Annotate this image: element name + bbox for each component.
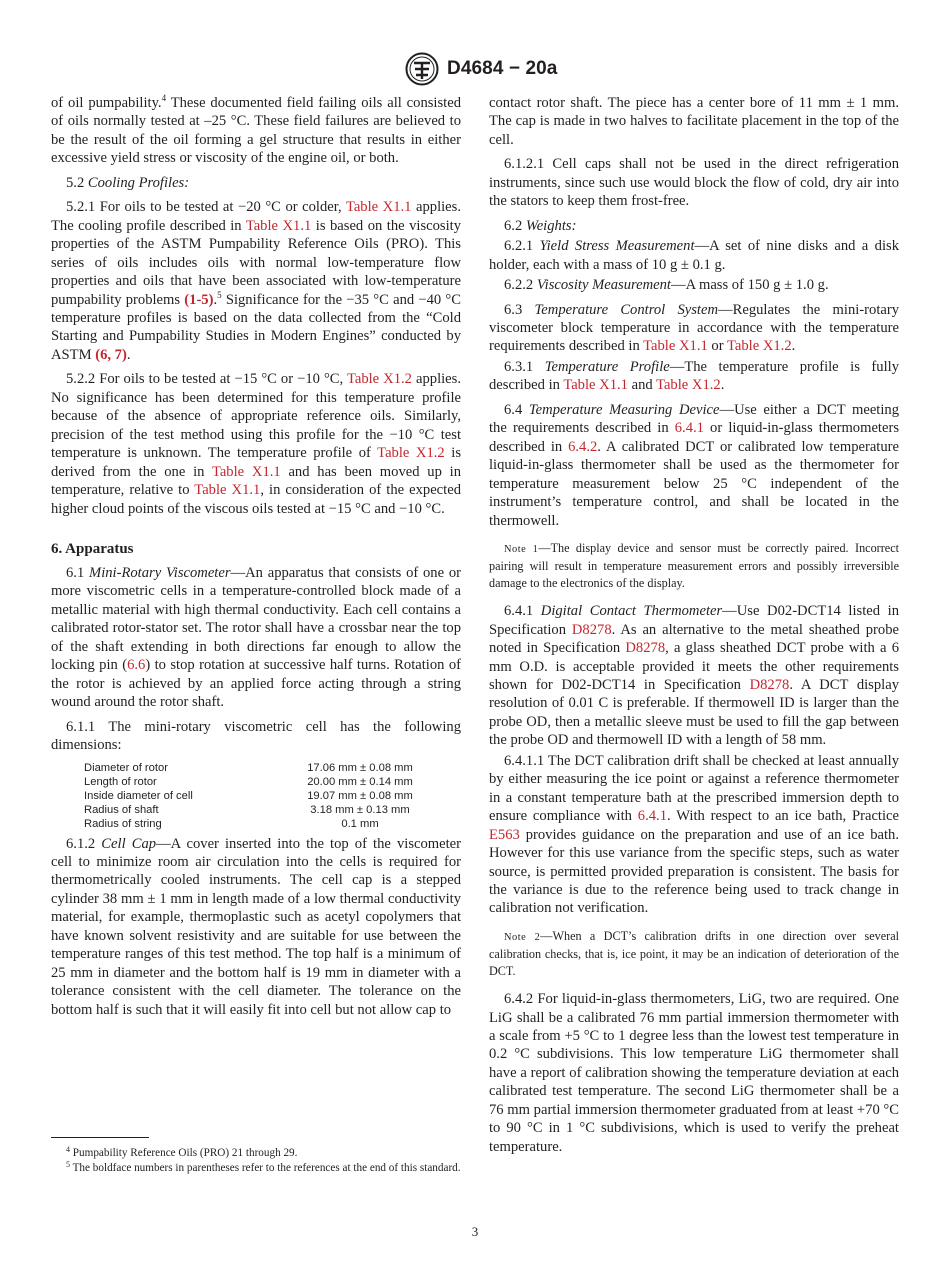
- section-6-2-2: 6.2.2 Viscosity Measurement—A mass of 150 g ± 1.0 g.: [504, 277, 829, 294]
- link-table-x1-1[interactable]: Table X1.1: [345, 199, 412, 216]
- table-row: Length of rotor 20.00 mm ± 0.14 mm: [84, 775, 413, 788]
- note-1: Note 1—The display device and sensor must be correctly paired. Incorrect pairing will result in temperature measurement errors and possibly irreversible damage to the electronics of the display.: [489, 540, 899, 590]
- link-table-x1-1[interactable]: Table X1.1: [245, 217, 312, 234]
- section-6-1: 6.1 Mini-Rotary Viscometer—An apparatus that consists of one or more viscometric cells in a temperature-controlled block made of a metallic material with high thermal conductivity. Each cell contains a calibrated rotor-stator set. The rotor shall have a crossbar near the top of the shaft extending in both directions far enough to allow the locking pin (6.6) to stop rotation at successive half turns. Rotation of the rotor is achieved by an applied force acting through a string wound around the rotor shaft.: [51, 564, 462, 711]
- link-section-6-4-1[interactable]: 6.4.1: [674, 420, 704, 437]
- section-6-4-1-1: 6.4.1.1 The DCT calibration drift shall be checked at least annually by either measuring the ice point or against a reference thermometer in a constant temperature bath at the prescribed immersion depth to ensure compliance with 6.4.1. With respect to an ice bath, Practice E563 provides guidance on the preparation and use of an ice bath. However for this use variance from the specific steps, such as water source, is permitted provided preparation is consistent. The basis for the variance is due to the reference being used to track change in calibration not verification.: [489, 752, 899, 917]
- section-6-2: 6.2 Weights:: [504, 217, 577, 234]
- table-row: Radius of string 0.1 mm: [84, 817, 379, 830]
- paragraph-pumpability: of oil pumpability.$^4$ These documented field failing oils all consisted of oils normally tested at –25 °C. These field failures are believed to be the result of the oil forming a gel structure that results in either excessive yield stress or viscosity of the engine oil, or both.: [51, 93, 461, 167]
- section-6-1-1: 6.1.1 The mini-rotary viscometric cell has the following dimensions:: [51, 718, 461, 754]
- link-table-x1-1[interactable]: Table X1.1: [643, 338, 708, 355]
- section-heading-apparatus: 6. Apparatus: [51, 540, 134, 557]
- table-row: Radius of shaft 3.18 mm ± 0.13 mm: [84, 803, 410, 816]
- paragraph-cell-cap-cont: contact rotor shaft. The piece has a center bore of 11 mm ± 1 mm. The cap is made in two halves to facilitate placement in the top of the cell.: [489, 95, 899, 148]
- footnote-4: $^4$ Pumpability Reference Oils (PRO) 21 through 29.: [66, 1145, 298, 1159]
- footnote-ref-5[interactable]: 5: [217, 289, 222, 300]
- link-table-x1-1[interactable]: Table X1.1: [211, 463, 281, 480]
- dimensions-table: [84, 761, 430, 831]
- section-5-2: 5.2 Cooling Profiles:: [66, 174, 190, 191]
- link-table-x1-2[interactable]: Table X1.2: [377, 445, 445, 462]
- link-section-6-4-2[interactable]: 6.4.2: [568, 438, 598, 455]
- page-number: 3: [471, 1224, 479, 1239]
- section-6-4-1: 6.4.1 Digital Contact Thermometer—Use D02-DCT14 listed in Specification D8278. As an alternative to the metal sheathed probe noted in Specification D8278, a glass sheathed DCT probe with a 6 mm O.D. is acceptable provided it meets the other requirements shown for D02-DCT14 in Specification D8278. A DCT display resolution of 0.01 C is preferable. If thermowell ID is larger than the probe OD, then a metallic sleeve must be used to fill the gap between the probe OD and thermowell ID with a length of 58 mm.: [489, 603, 899, 749]
- right-column: [489, 94, 899, 1162]
- footnote-ref-4[interactable]: 4: [161, 93, 167, 103]
- section-6-4: 6.4 Temperature Measuring Device—Use either a DCT meeting the requirements described in 6.4.1 or liquid-in-glass thermometers described in 6.4.2. A calibrated DCT or calibrated low temperature liquid-in-glass thermometer shall be used as the thermometer for temperature measurement below 25 °C independent of the instrument’s temperature control, and shall be located in the thermowell.: [489, 401, 900, 529]
- section-5-2-1: 5.2.1 For oils to be tested at −20 °C or colder, Table X1.1 applies. The cooling profile described in Table X1.1 is based on the viscosity properties of the ASTM Pumpability Reference Oils (PRO). This series of oils includes oils with normal low-temperature flow properties and oils that have been associated with low-temperature pumpability problems (1-5).$^5$ Significance for the −35 °C and −40 °C temperature profiles is based on the data collected from the “Cold Starting and Pumpability Studies in Modern Engines” conducted by ASTM (6, 7).: [51, 199, 462, 363]
- link-table-x1-1[interactable]: Table X1.1: [563, 377, 628, 394]
- link-table-x1-2[interactable]: Table X1.2: [656, 377, 721, 394]
- section-6-1-2-1: 6.1.2.1 Cell caps shall not be used in the direct refrigeration instruments, since such use would block the flow of cold, dry air into the stators to keep them frost-free.: [489, 156, 899, 210]
- link-references-1-5[interactable]: (1-5): [184, 291, 214, 308]
- section-6-3: 6.3 Temperature Control System—Regulates the mini-rotary viscometer block temperature in accordance with the temperature requirements described in Table X1.1 or Table X1.2.: [489, 301, 900, 355]
- footnote-divider: [51, 1137, 149, 1138]
- document-id: D4684 − 20a: [447, 58, 558, 79]
- section-6-1-2: 6.1.2 Cell Cap—A cover inserted into the top of the viscometer cell to minimize room air circulation into the cells is required for thermometrically cooled instruments. The cell cap is a stepped cylinder 38 mm ± 1 mm in length made of a low thermal conductivity material, for example, thermoplastic such as acetyl copolymers that have known solvent resistivity and are suitable for use between the temperature ranges of this test method. The top half is a minimum of 25 mm in diameter and the bottom half is 19 mm in diameter with a tolerance consistent with the cell diameter. The tolerance on the bottom half is such that it will easily fit into cell but not allow cap to: [51, 835, 462, 1018]
- link-spec-d8278[interactable]: D8278: [749, 677, 790, 693]
- footnotes: [51, 1146, 461, 1176]
- astm-logo-icon: [405, 52, 439, 86]
- link-table-x1-1[interactable]: Table X1.1: [194, 482, 261, 499]
- link-references-6-7[interactable]: (6, 7): [95, 346, 127, 363]
- section-5-2-2: 5.2.2 For oils to be tested at −15 °C or −10 °C, Table X1.2 applies. No significance has been determined for this temperature profile because of the absence of appropriate reference oils. Similarly, precision of the test method using this profile for the −10 °C test temperature is unknown. The temperature profile of Table X1.2 is derived from the one in Table X1.1 and has been moved up in temperature, relative to Table X1.1, in consideration of the expected higher cloud points of the viscous oils tested at −15 °C and −10 °C.: [51, 371, 462, 517]
- link-table-x1-2[interactable]: Table X1.2: [346, 371, 412, 388]
- link-section-6-4-1[interactable]: 6.4.1: [637, 808, 667, 825]
- page-header: [0, 52, 950, 86]
- link-spec-d8278[interactable]: D8278: [571, 621, 612, 638]
- footnote-5: $^5$ The boldface numbers in parentheses refer to the references at the end of this standard.: [66, 1160, 461, 1174]
- left-column: [51, 94, 461, 1025]
- link-practice-e563[interactable]: E563: [489, 826, 520, 843]
- note-2: Note 2—When a DCT’s calibration drifts in one direction over several calibration checks, that is, ice point, it may be an indication of deterioration of the DCT.: [489, 928, 899, 978]
- table-row: Inside diameter of cell 19.07 mm ± 0.08 mm: [84, 789, 413, 802]
- link-section-6-6[interactable]: 6.6: [127, 657, 146, 674]
- section-6-4-2: 6.4.2 For liquid-in-glass thermometers, LiG, two are required. One LiG shall be a calibrated 76 mm partial immersion thermometer with a scale from +5 °C to 1 degree less than the lowest test temperature in 0.2 °C subdivisions. This low temperature LiG thermometer shall have a report of calibration showing the temperature deviation at each calibrated test temperature. The second LiG thermometer shall be a 76 mm partial immersion thermometer graduated from at least +70 °C to 90 °C in 1 °C subdivisions, which is used to verify the preheat temperature.: [489, 991, 899, 1155]
- link-table-x1-2[interactable]: Table X1.2: [726, 338, 792, 355]
- table-row: Diameter of rotor 17.06 mm ± 0.08 mm: [84, 761, 413, 774]
- link-spec-d8278[interactable]: D8278: [625, 640, 666, 657]
- section-6-3-1: 6.3.1 Temperature Profile—The temperature profile is fully described in Table X1.1 and Table X1.2.: [489, 358, 899, 394]
- section-6-2-1: 6.2.1 Yield Stress Measurement—A set of nine disks and a disk holder, each with a mass of 10 g ± 0.1 g.: [489, 238, 900, 273]
